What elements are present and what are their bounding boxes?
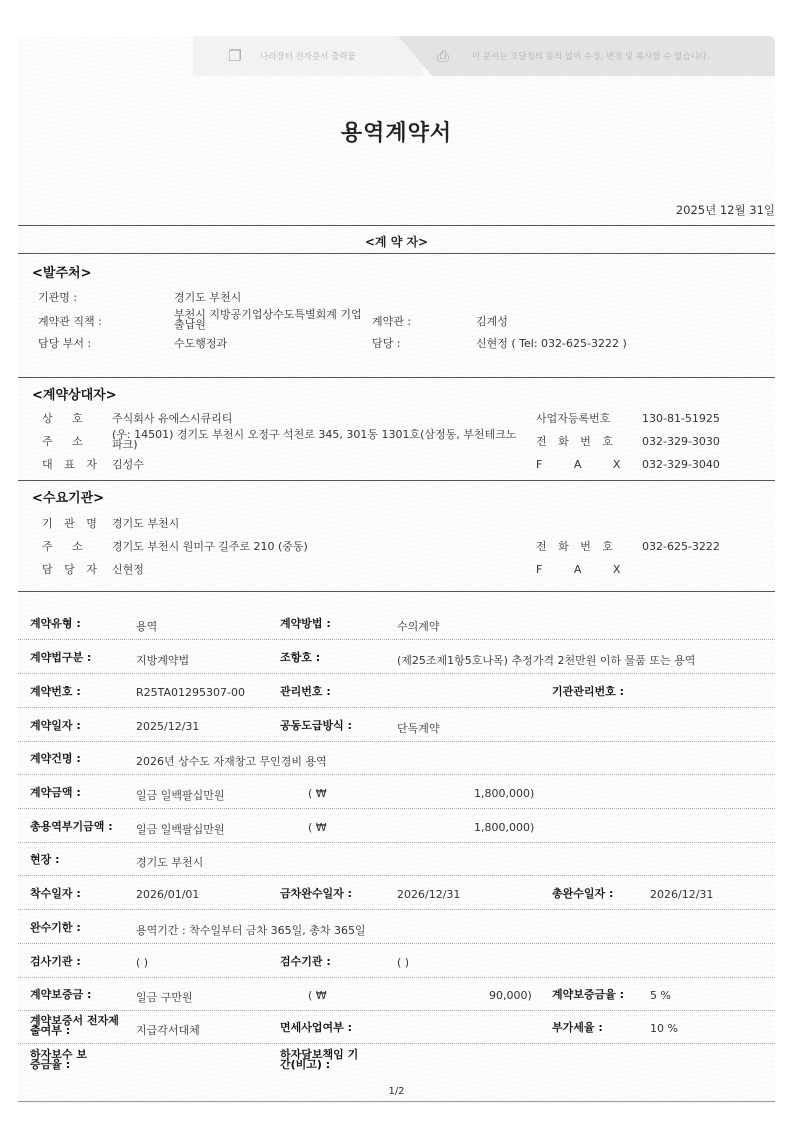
contract-amount-open: ( ₩ <box>308 787 327 800</box>
service-amount-label: 총용역부기금액 : <box>30 820 113 833</box>
deposit-open: ( ₩ <box>308 989 327 1002</box>
orderer-officer-title-label: 계약관 직책 : <box>38 315 102 328</box>
contract-type-label: 계약유형 : <box>30 617 81 630</box>
counterparty-bizno-label: 사업자등록번호 <box>536 412 611 425</box>
total-completion-date: 2026/12/31 <box>650 888 714 901</box>
demand-agency-address-label: 주 소 <box>42 540 91 553</box>
contract-document <box>18 36 775 1104</box>
counterparty-name-label: 상 호 <box>42 412 91 425</box>
deposit-number: 90,000) <box>489 989 532 1002</box>
divider <box>18 253 775 254</box>
counterparty-ceo-label: 대 표 자 <box>42 458 101 471</box>
contract-method: 수의계약 <box>397 620 440 633</box>
counterparty-address: (우: 14501) 경기도 부천시 오정구 석천로 345, 301동 1301호(삼정동, 부천테크노파크) <box>112 428 517 451</box>
orderer-person: 신현정 ( Tel: 032-625-3222 ) <box>476 337 627 350</box>
page-number: 1/2 <box>388 1086 405 1097</box>
document-banner <box>18 36 775 76</box>
orderer-officer-label: 계약관 : <box>372 315 412 328</box>
orderer-person-label: 담당 : <box>372 337 401 350</box>
counterparty-bizno: 130-81-51925 <box>642 412 720 425</box>
orderer-dept: 수도행정과 <box>174 337 228 350</box>
orderer-dept-label: 담당 부서 : <box>38 337 92 350</box>
contract-amount-label: 계약금액 : <box>30 786 81 799</box>
orderer-agency-label: 기관명 : <box>38 291 78 304</box>
demand-agency-name: 경기도 부천시 <box>112 517 180 530</box>
deposit-submit-label: 계약보증서 전자제출여부 : <box>30 1014 119 1037</box>
orderer-agency: 경기도 부천시 <box>174 291 242 304</box>
row-divider <box>18 808 775 809</box>
row-divider <box>18 909 775 910</box>
orderer-officer: 김계성 <box>476 315 508 328</box>
joint-method-label: 공동도급방식 : <box>280 719 352 732</box>
divider <box>18 377 775 378</box>
orderer-heading: <발주처> <box>32 266 92 281</box>
row-divider <box>18 943 775 944</box>
management-number-label: 관리번호 : <box>280 685 331 698</box>
counterparty-ceo: 김성수 <box>112 458 144 471</box>
counterparty-address-label: 주 소 <box>42 435 91 448</box>
divider <box>18 591 775 592</box>
vat-rate: 10 % <box>650 1022 678 1035</box>
acceptance-agency-label: 검수기관 : <box>280 955 331 968</box>
divider <box>18 480 775 481</box>
demand-agency-phone: 032-625-3222 <box>642 540 720 553</box>
demand-agency-heading: <수요기관> <box>32 491 105 506</box>
joint-method: 단독계약 <box>397 722 440 735</box>
divider <box>18 225 775 226</box>
contract-method-label: 계약방법 : <box>280 617 331 630</box>
contractors-heading: <계 약 자> <box>364 235 429 249</box>
counterparty-phone: 032-329-3030 <box>642 435 720 448</box>
document-date: 2025년 12월 31일 <box>675 203 775 217</box>
contract-name-label: 계약건명 : <box>30 752 81 765</box>
vat-rate-label: 부가세율 : <box>552 1021 603 1034</box>
counterparty-phone-label: 전 화 번 호 <box>536 435 617 448</box>
contract-number: R25TA01295307-00 <box>136 686 245 699</box>
this-completion-date-label: 금차완수일자 : <box>280 887 352 900</box>
this-completion-date: 2026/12/31 <box>397 888 461 901</box>
site: 경기도 부천시 <box>136 856 204 869</box>
contract-clause-label: 조항호 : <box>280 651 321 664</box>
deposit-rate: 5 % <box>650 989 671 1002</box>
start-date: 2026/01/01 <box>136 888 200 901</box>
row-divider <box>18 1010 775 1011</box>
contract-name: 2026년 상수도 자재창고 무인경비 용역 <box>136 755 327 768</box>
contract-law-label: 계약법구분 : <box>30 651 92 664</box>
contract-amount-number: 1,800,000) <box>474 787 535 800</box>
deadline: 용역기간 : 착수일부터 금차 365일, 총차 365일 <box>136 924 366 937</box>
contract-number-label: 계약번호 : <box>30 685 81 698</box>
site-label: 현장 : <box>30 853 60 866</box>
printer-icon: ⎙ <box>436 47 449 65</box>
defect-period-label: 하자담보책임 기간(비고) : <box>280 1048 359 1071</box>
banner-right-text: 이 문서는 조달청의 동의 없이 수정, 변경 및 복사할 수 없습니다. <box>472 52 710 62</box>
row-divider <box>18 673 775 674</box>
row-divider <box>18 1043 775 1044</box>
deadline-label: 완수기한 : <box>30 921 81 934</box>
orderer-officer-title: 부천시 지방공기업상수도특별회계 기업출납원 <box>174 308 362 331</box>
counterparty-fax: 032-329-3040 <box>642 458 720 471</box>
total-completion-date-label: 총완수일자 : <box>552 887 614 900</box>
contract-date: 2025/12/31 <box>136 720 200 733</box>
contract-type: 용역 <box>136 620 158 633</box>
page-title: 용역계약서 <box>340 121 453 146</box>
deposit-submit: 지급각서대체 <box>136 1024 200 1037</box>
contract-date-label: 계약일자 : <box>30 719 81 732</box>
row-divider <box>18 842 775 843</box>
start-date-label: 착수일자 : <box>30 887 81 900</box>
contract-law: 지방계약법 <box>136 654 190 667</box>
row-divider <box>18 741 775 742</box>
demand-agency-phone-label: 전 화 번 호 <box>536 540 617 553</box>
document-icon: ❐ <box>228 47 242 65</box>
contract-clause: (제25조제1항5호나목) 추정가격 2천만원 이하 물품 또는 용역 <box>397 654 696 667</box>
taxfree-label: 면세사업여부 : <box>280 1021 352 1034</box>
agency-management-number-label: 기관관리번호 : <box>552 685 624 698</box>
banner-left-text: 나라장터 전자문서 출력물 <box>260 52 356 62</box>
row-divider <box>18 707 775 708</box>
counterparty-fax-label: F A X <box>536 458 635 471</box>
row-divider <box>18 875 775 876</box>
acceptance-agency: ( ) <box>397 956 410 969</box>
defect-deposit-label: 하자보수 보증금율 : <box>30 1048 87 1071</box>
demand-agency-name-label: 기 관 명 <box>42 517 101 530</box>
page-bottom-line <box>18 1101 775 1102</box>
service-amount-number: 1,800,000) <box>474 821 535 834</box>
deposit-words: 일금 구만원 <box>136 991 193 1004</box>
inspection-agency-label: 검사기관 : <box>30 955 81 968</box>
service-amount-words: 일금 일백팔십만원 <box>136 823 225 836</box>
deposit-label: 계약보증금 : <box>30 988 92 1001</box>
demand-agency-fax-label: F A X <box>536 563 635 576</box>
service-amount-open: ( ₩ <box>308 821 327 834</box>
row-divider <box>18 977 775 978</box>
deposit-rate-label: 계약보증금율 : <box>552 988 624 1001</box>
counterparty-name: 주식회사 유에스시큐리티 <box>112 412 233 425</box>
demand-agency-address: 경기도 부천시 원미구 길주로 210 (중동) <box>112 540 308 553</box>
row-divider <box>18 639 775 640</box>
inspection-agency: ( ) <box>136 956 149 969</box>
counterparty-heading: <계약상대자> <box>32 388 117 403</box>
contract-amount-words: 일금 일백팔십만원 <box>136 789 225 802</box>
demand-agency-person: 신현정 <box>112 563 144 576</box>
row-divider <box>18 774 775 775</box>
demand-agency-person-label: 담 당 자 <box>42 563 101 576</box>
